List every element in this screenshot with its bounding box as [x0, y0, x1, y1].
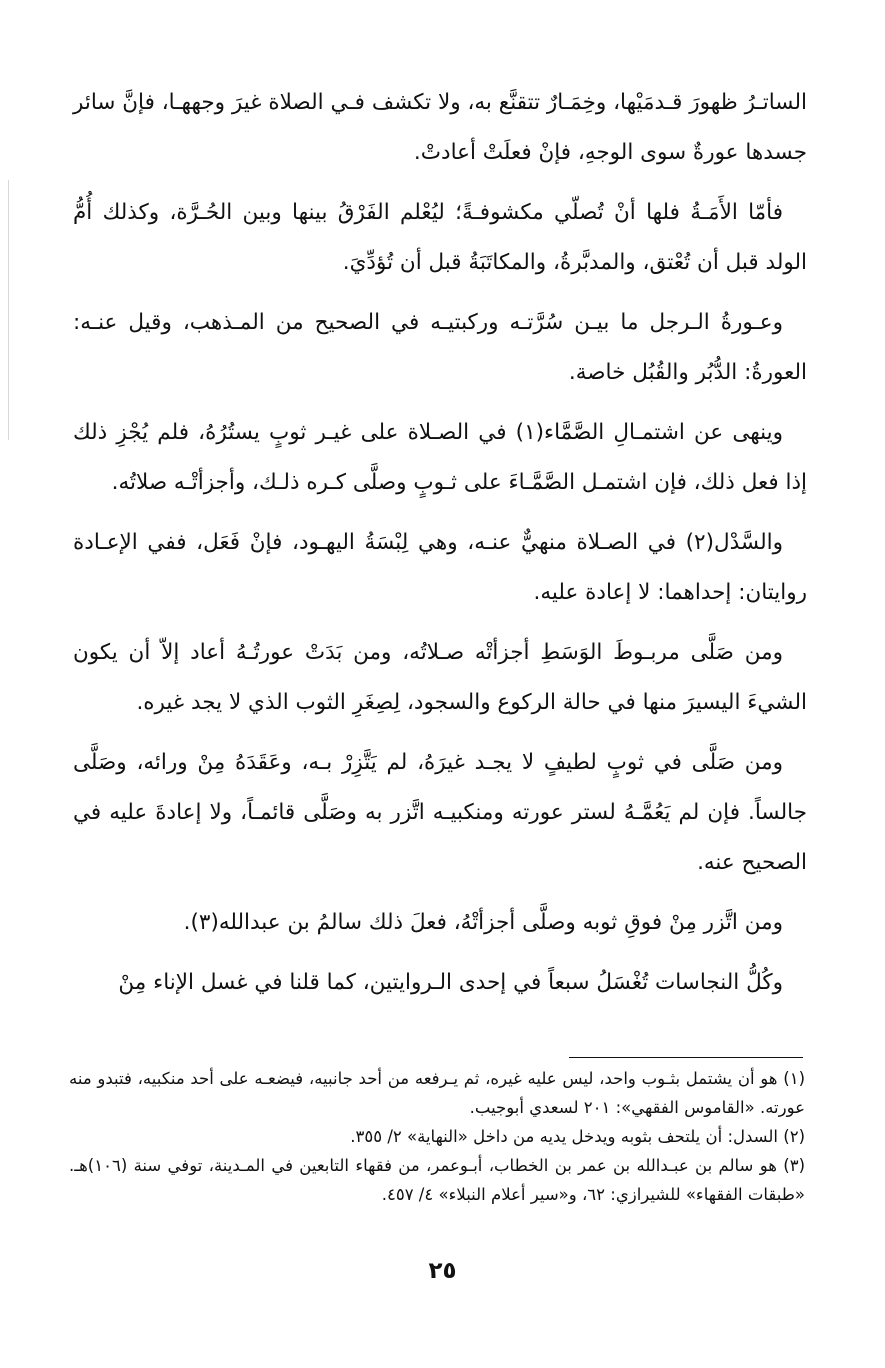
paragraph-5: والسَّدْل(٢) في الصـلاة منهيٌّ عنـه، وهي لِبْسَةُ اليهـود، فإنْ فَعَل، ففي الإعـادة روايتان: إحداهما: لا إعادة عليه.	[73, 530, 807, 605]
footnote-2: (٢) السدل: أن يلتحف بثوبه ويدخل يديه من داخل «النهاية» ٢/ ٣٥٥.	[350, 1127, 805, 1146]
paragraph-7: ومن صَلَّى في ثوبٍ لطيفٍ لا يجـد غيرَهُ، لم يَتَّزِرْ بـه، وعَقَدَهُ مِنْ ورائه، وصَلَّى جالساً. فإن لم يَعُمَّـهُ لستر عورته ومنكبيـه اتَّزر به وصَلَّى قائمـاً، ولا إعادةَ عليه في الصحيح عنه.	[73, 750, 807, 875]
footnotes-section	[69, 1064, 805, 1209]
paragraph-2: فأمّا الأَمَـةُ فلها أنْ تُصلّي مكشوفـةً؛ ليُعْلم الفَرْقُ بينها وبين الحُـرَّة، وكذلك أُمُّ الولد قبل أن تُعْتق، والمدبَّرةُ، والمكاتَبَةُ قبل أن تُؤدِّيَ.	[73, 200, 807, 275]
footnote-3: (٣) هو سالم بن عبـدالله بن عمر بن الخطاب، أبـوعمر، من فقهاء التابعين في المـدينة، توفي سنة (١٠٦)هـ. «طبقات الفقهاء» للشيرازي: ٦٢، و«سير أعلام النبلاء» ٤/ ٤٥٧.	[69, 1156, 805, 1204]
paragraph-3: وعـورةُ الـرجل ما بيـن سُرَّتـه وركبتيـه في الصحيح من المـذهب، وقيل عنـه: العورةُ: الدُّبُر والقُبُل خاصة.	[73, 310, 807, 385]
page-number: ٢٥	[428, 1258, 457, 1284]
main-text-body	[73, 78, 807, 1018]
footnote-1: (١) هو أن يشتمل بثـوب واحد، ليس عليه غيره، ثم يـرفعه من أحد جانبيه، فيضعـه على أحد منكبيه، فتبدو منه عورته. «القاموس الفقهي»: ٢٠١ لسعدي أبوجيب.	[69, 1069, 805, 1117]
page-edge-line	[8, 180, 9, 440]
paragraph-9: وكُلُّ النجاسات تُغْسَلُ سبعاً في إحدى الـروايتين، كما قلنا في غسل الإناء مِنْ	[118, 970, 783, 995]
paragraph-6: ومن صَلَّى مربـوطَ الوَسَطِ أجزأتْه صـلاتُه، ومن بَدَتْ عورتُـهُ أعاد إلاّ أن يكون الشيءَ اليسيرَ منها في حالة الركوع والسجود، لِصِغَرِ الثوب الذي لا يجد غيره.	[73, 640, 807, 715]
paragraph-8: ومن اتَّزر مِنْ فوقِ ثوبه وصلَّى أجزأتْهُ، فعلَ ذلك سالمُ بن عبدالله(٣).	[183, 910, 783, 935]
footnote-separator	[569, 1057, 803, 1058]
paragraph-4: وينهى عن اشتمـالِ الصَّمَّاء(١) في الصـلاة على غيـر ثوبٍ يستُرُهُ، فلم يُجْزِ ذلك إذا فعل ذلك، فإن اشتمـل الصَّمَّـاءَ على ثـوبٍ وصلَّى كـره ذلـك، وأجزأتْـه صلاتُه.	[73, 420, 807, 495]
paragraph-1: الساتـرُ ظهورَ قـدمَيْها، وخِمَـارٌ تتقنَّع به، ولا تكشف فـي الصلاة غيرَ وجههـا، فإنَّ سائر جسدها عورةٌ سوى الوجهِ، فإنْ فعلَتْ أعادتْ.	[73, 90, 807, 165]
